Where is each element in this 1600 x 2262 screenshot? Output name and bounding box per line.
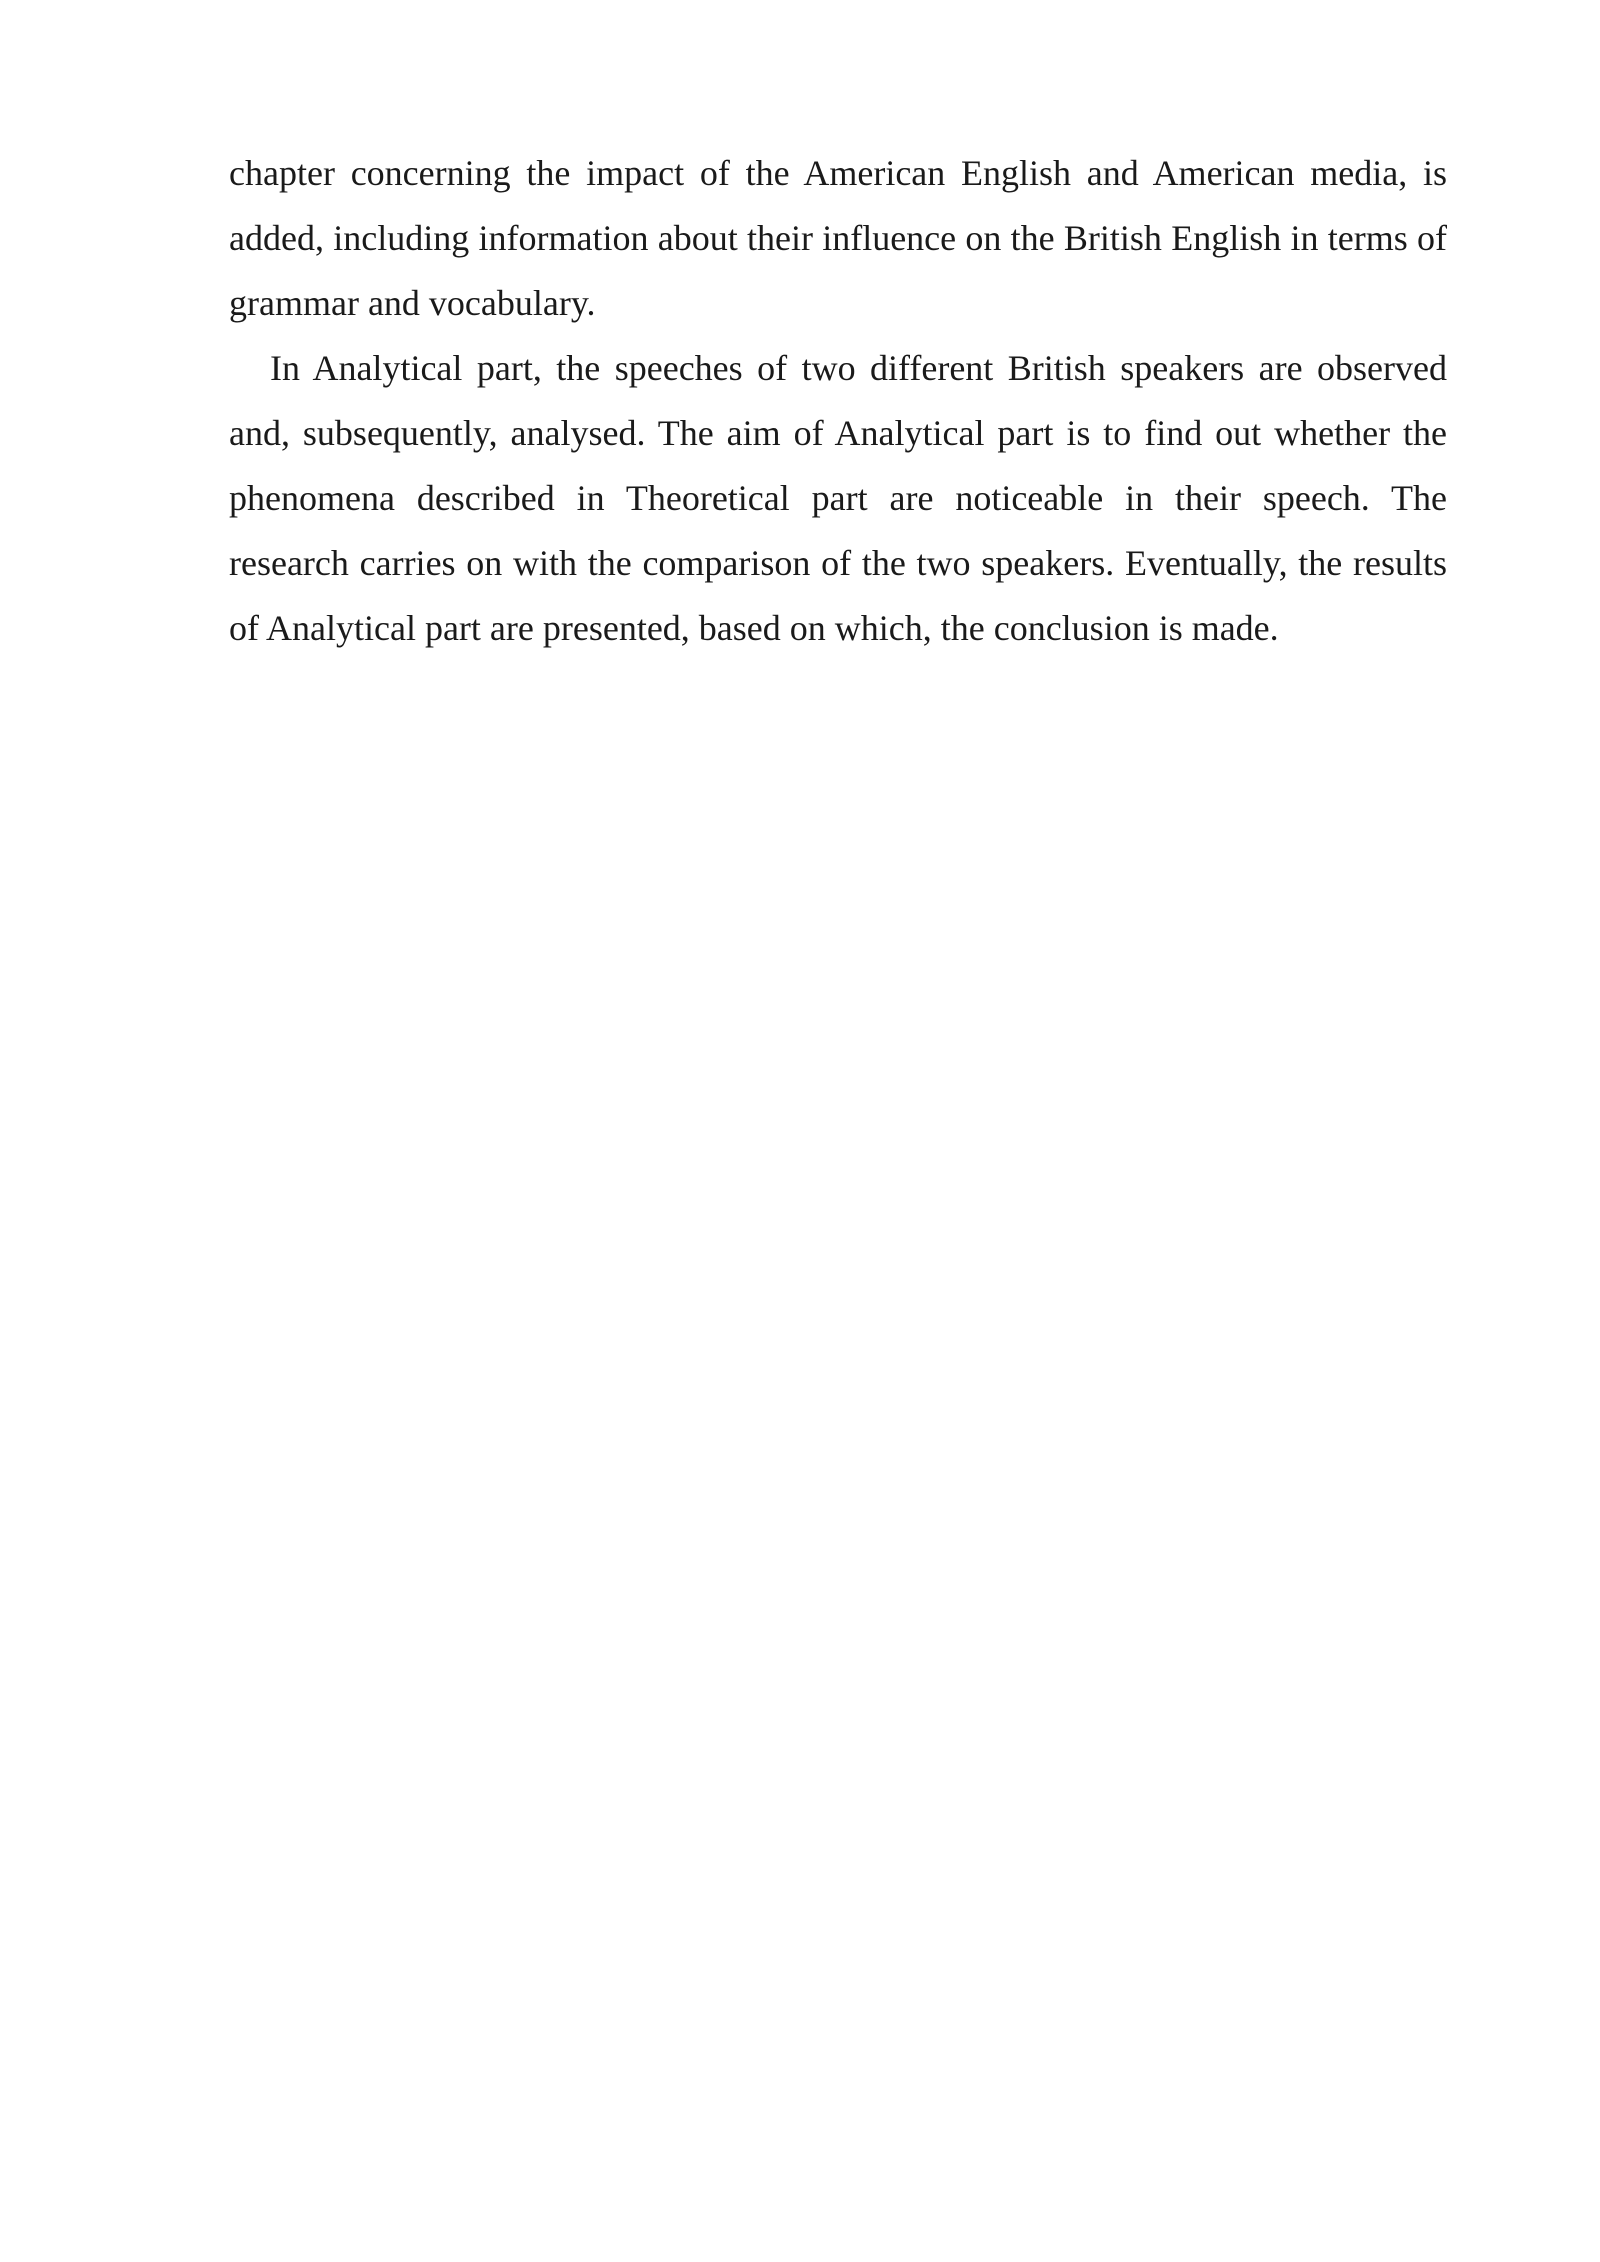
paragraph-analytical-part: In Analytical part, the speeches of two different British speakers are observed and, subsequently, analysed. The aim of Analytical part is to find out whether the phenomena described in Theoretical part are noticeable in their speech. The research carries on with the comparison of the two speakers. Eventually, the results of Analytical part are presented, based on which, the conclusion is made. — [229, 348, 1447, 648]
paragraph-continuation: chapter concerning the impact of the American English and American media, is added, including information about their influence on the British English in terms of grammar and vocabulary. — [229, 153, 1447, 323]
body-text — [229, 141, 1447, 661]
